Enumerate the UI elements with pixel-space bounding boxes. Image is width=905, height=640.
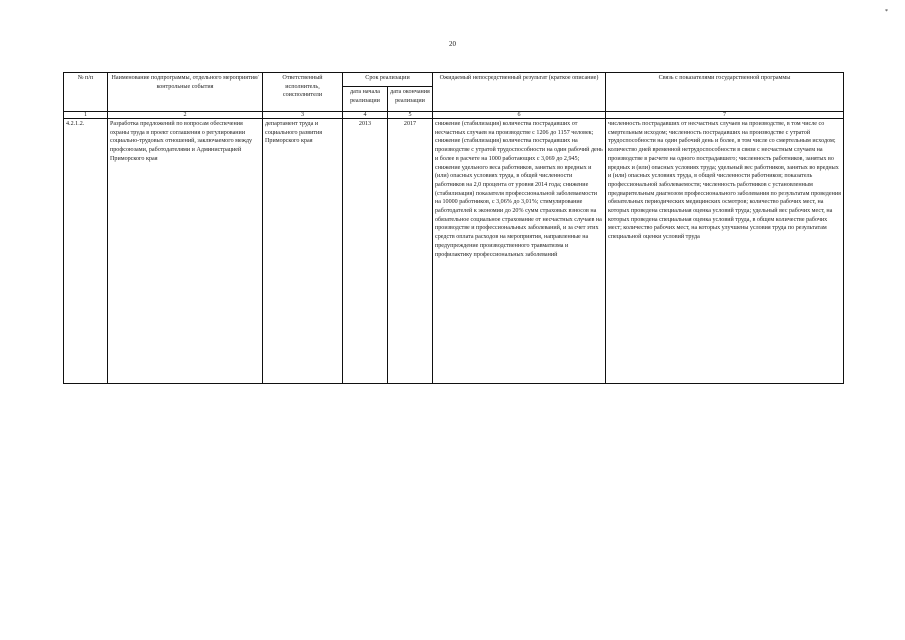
column-number: 5 xyxy=(388,112,433,119)
header-executor: Ответственный исполнитель, соисполнители xyxy=(263,73,343,112)
column-number: 7 xyxy=(606,112,844,119)
header-num: № п/п xyxy=(64,73,108,112)
corner-mark: * xyxy=(885,9,888,15)
column-number: 6 xyxy=(433,112,606,119)
row-result: снижение (стабилизация) количества пострадавших от несчастных случаев на производстве с 1206 до 1157 человек; снижение (стабилизация) количества пострадавших на производстве с утратой трудоспособности на один рабочий день и более в расчете на 1000 работающих с 3,069 до 2,945; снижение удельного веса работников, занятых во вредных и (или) опасных условиях труда, в общей численности работников на 2,0 процента от уровня 2014 года; снижение (стабилизация) показателя профессиональной заболеваемости на 10000 работников, с 3,06% до 3,01%; стимулирование работодателей к экономии до 20% сумм страховых взносов на обязательное социальное страхование от несчастных случаев на производстве и профессиональных заболеваний, и за счет этих средств оплата расходов на мероприятия, направленные на предупреждение производственного травматизма и профилактику профессиональных заболеваний xyxy=(433,119,606,384)
row-executor: департамент труда и социального развития Приморского края xyxy=(263,119,343,384)
header-link: Связь с показателями государственной программы xyxy=(606,73,844,112)
column-number: 1 xyxy=(64,112,108,119)
column-number: 4 xyxy=(343,112,388,119)
row-end: 2017 xyxy=(388,119,433,384)
row-name: Разработка предложений по вопросам обеспечения охраны труда в проект соглашения о регулировании социально-трудовых отношений, заключаемого между профсоюзами, работодателями и Администрацией Приморского края xyxy=(108,119,263,384)
row-start: 2013 xyxy=(343,119,388,384)
column-number: 3 xyxy=(263,112,343,119)
header-row xyxy=(64,73,844,87)
column-number: 2 xyxy=(108,112,263,119)
table-row xyxy=(64,119,844,384)
program-table xyxy=(63,72,844,384)
header-result: Ожидаемый непосредственный результат (краткое описание) xyxy=(433,73,606,112)
column-number-row xyxy=(64,112,844,119)
header-end: дата окончания реализации xyxy=(388,87,433,112)
page-number: 20 xyxy=(449,40,456,48)
header-period: Срок реализации xyxy=(343,73,433,87)
row-num: 4.2.1.2. xyxy=(64,119,108,384)
row-link: численность пострадавших от несчастных случаев на производстве, в том числе со смертельным исходом; численность пострадавших на производстве с утратой трудоспособности на один рабочий день и более, в том числе со смертельным исходом; количество дней временной нетрудоспособности в связи с несчастным случаем на производстве в расчете на одного пострадавшего; численность работников, занятых во вредных и (или) опасных условиях труда; удельный вес работников, занятых во вредных и (или) опасных условиях труда, в общей численности работников; показатель профессиональной заболеваемости; численность работников с установленным предварительным диагнозом профессионального заболевания по результатам проведения обязательных периодических медицинских осмотров; количество рабочих мест, на которых проведена специальная оценка условий труда; удельный вес рабочих мест, на которых проведена специальная оценка условий труда, в общем количестве рабочих мест; количество рабочих мест, на которых улучшены условия труда по результатам специальной оценки условий труда xyxy=(606,119,844,384)
header-name: Наименование подпрограммы, отдельного мероприятия/ контрольные события xyxy=(108,73,263,112)
header-start: дата начала реализации xyxy=(343,87,388,112)
